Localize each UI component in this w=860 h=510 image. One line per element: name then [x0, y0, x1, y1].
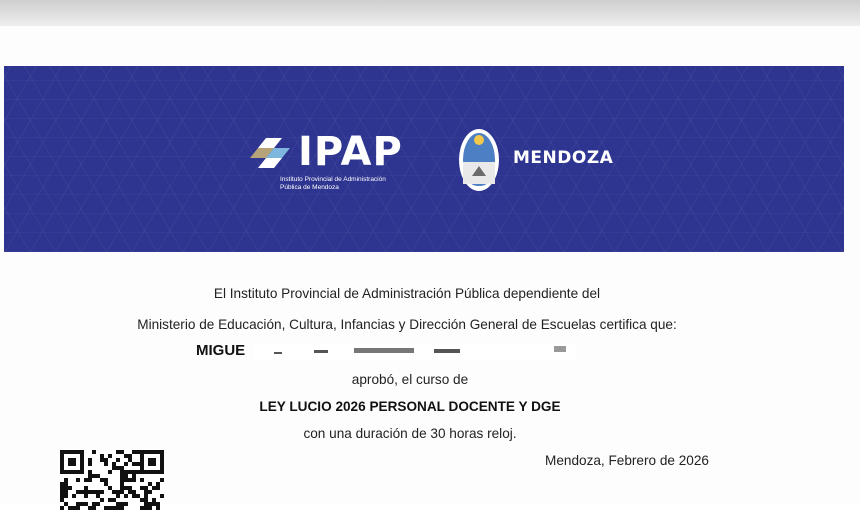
mendoza-wordmark: MENDOZA: [513, 148, 614, 168]
recipient-redaction: [254, 344, 576, 360]
certificate-duration: con una duración de 30 horas reloj.: [303, 426, 517, 441]
ipap-subtitle-line-2: Pública de Mendoza: [280, 184, 339, 191]
browser-top-shade: [0, 0, 860, 26]
ipap-subtitle-line-1: Instituto Provincial de Administración: [280, 176, 386, 183]
ipap-wordmark: IPAP: [298, 129, 403, 175]
certificate-line-3: aprobó, el curso de: [351, 372, 469, 387]
qr-code-icon: [60, 450, 164, 510]
mendoza-shield-icon: [456, 126, 502, 194]
recipient-name: MIGUE: [196, 342, 246, 359]
ipap-logo-mark-icon: [248, 132, 300, 172]
certificate-line-1: El Instituto Provincial de Administración Pública dependiente del: [213, 286, 601, 301]
certificate-line-2: Ministerio de Educación, Cultura, Infancias y Dirección General de Escuelas certifica que:: [137, 317, 677, 332]
header-banner: [4, 66, 844, 252]
place-and-date: Mendoza, Febrero de 2026: [545, 453, 709, 468]
course-title: LEY LUCIO 2026 PERSONAL DOCENTE Y DGE: [259, 399, 561, 414]
ipap-subtitle: [280, 176, 420, 192]
ipap-logo: [248, 129, 408, 198]
